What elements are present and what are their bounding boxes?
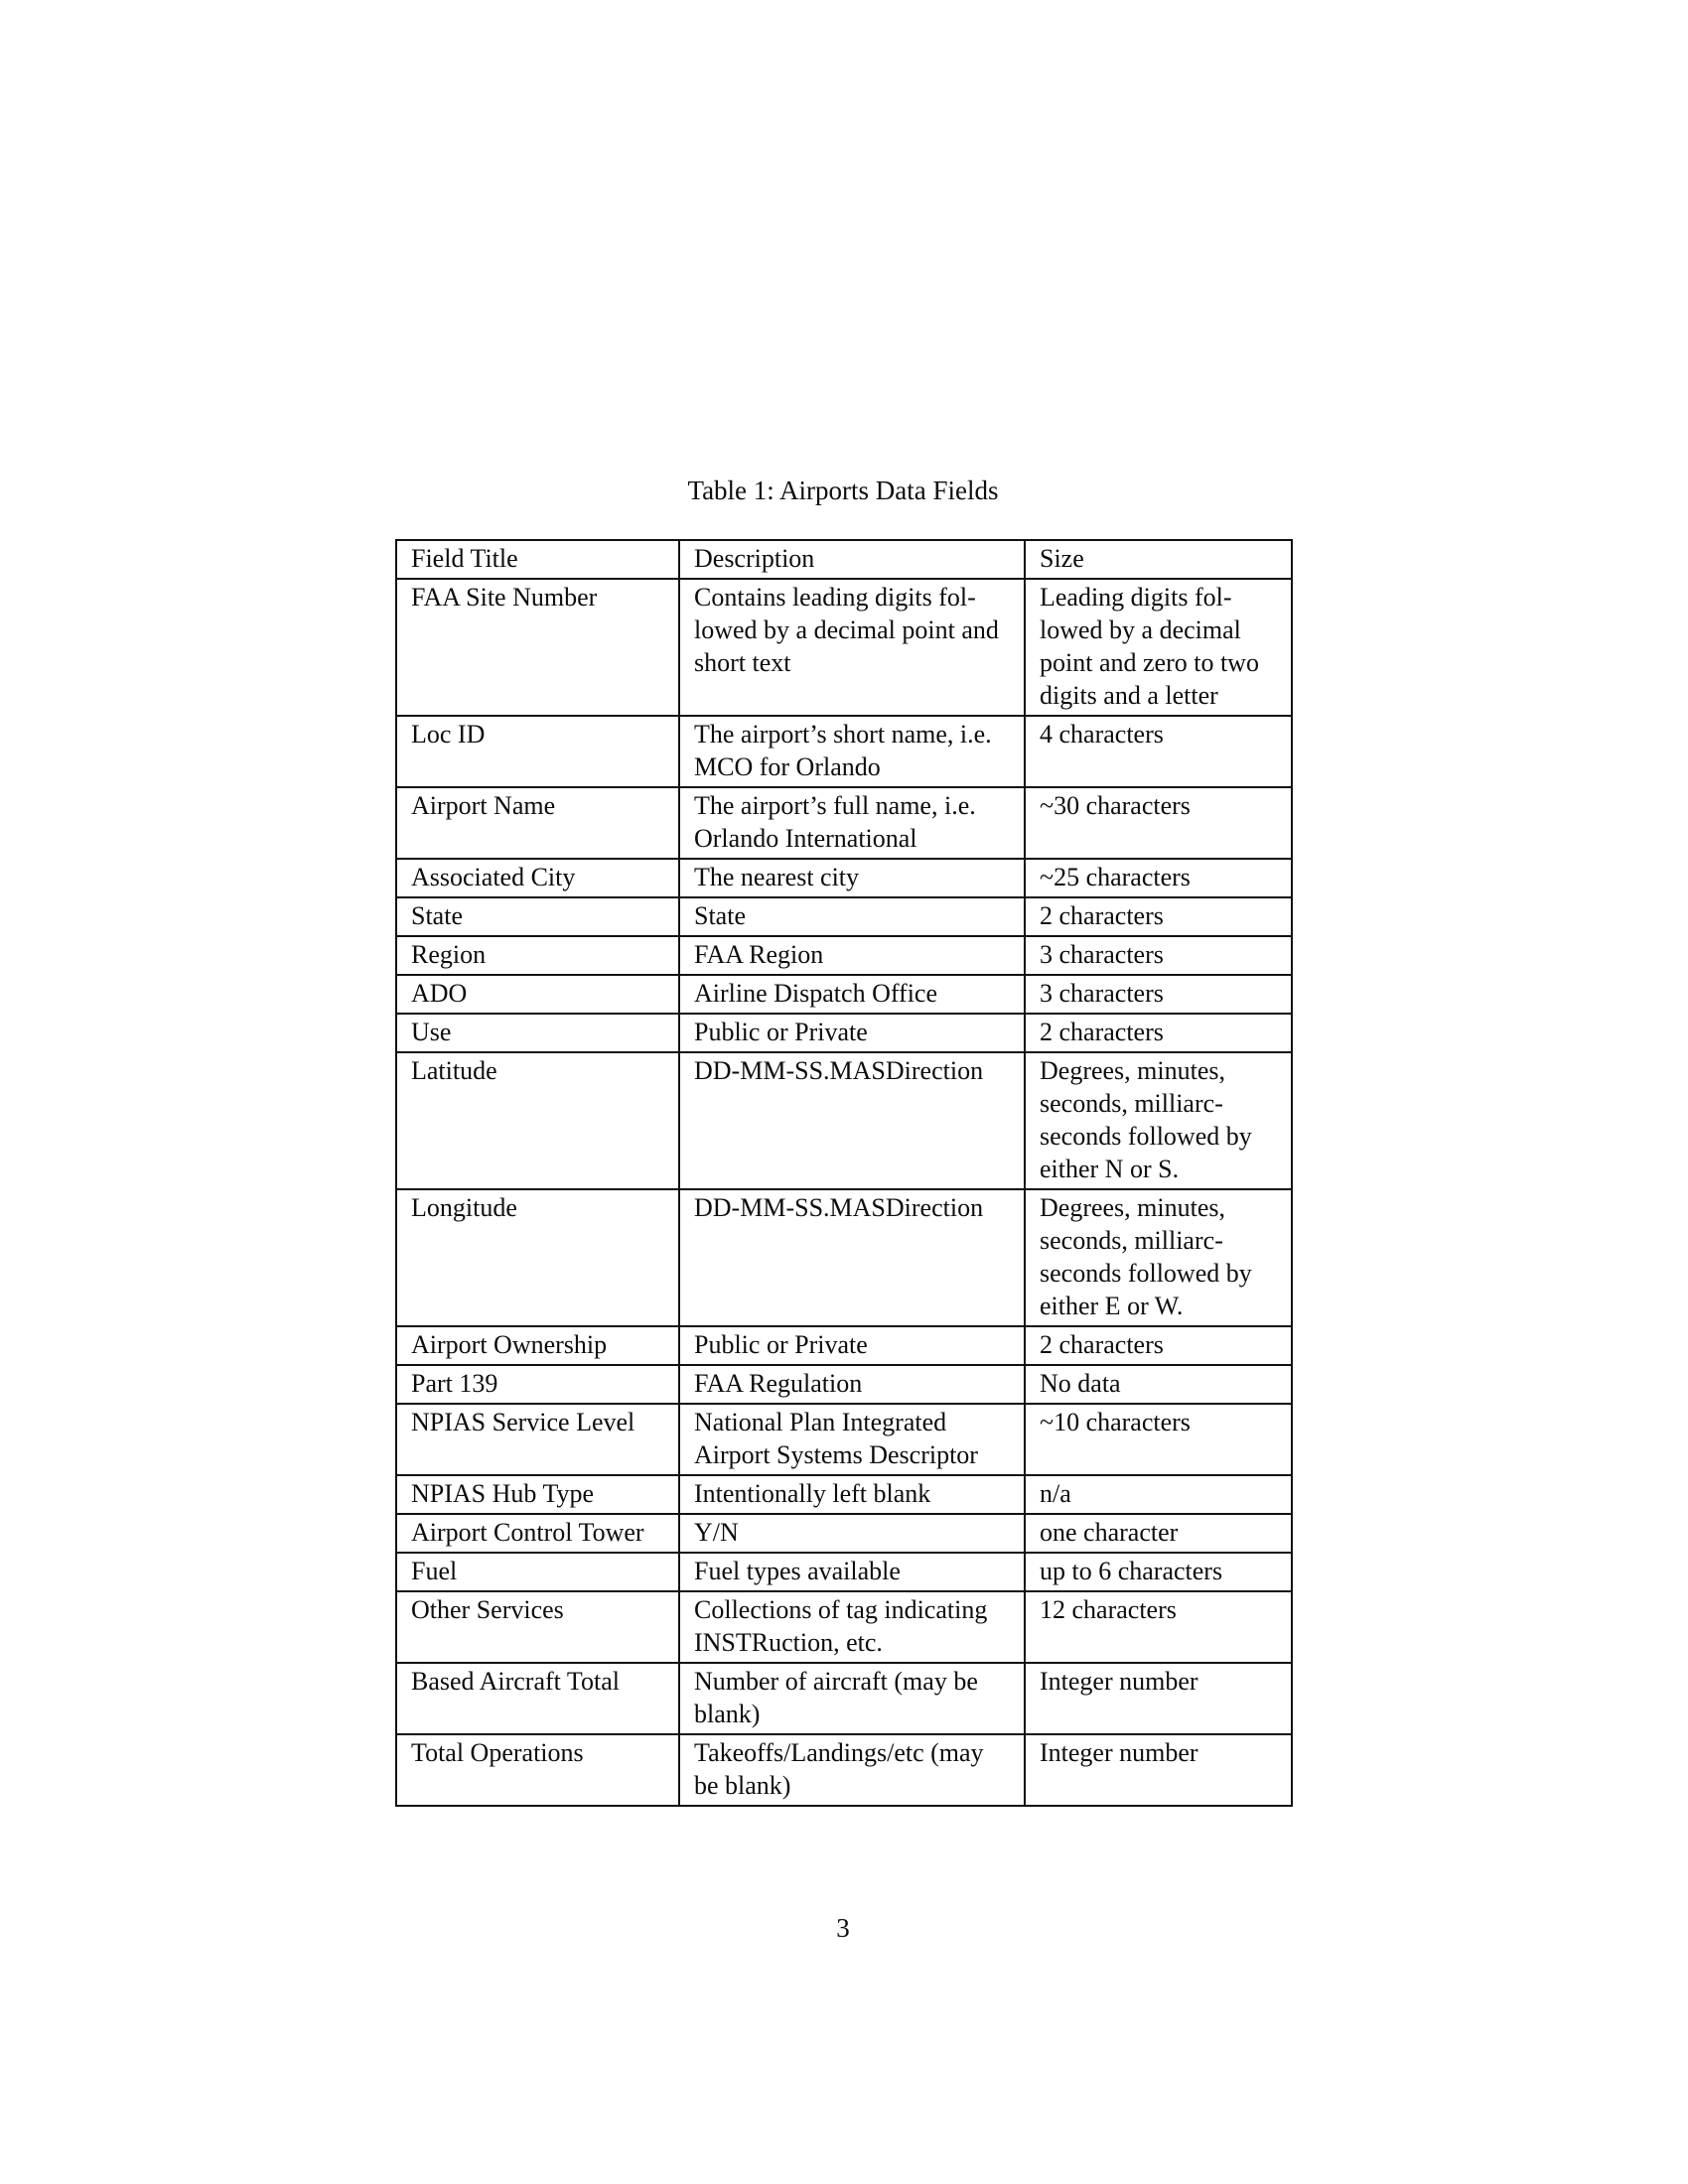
size-cell: n/a <box>1025 1475 1292 1514</box>
table-row <box>396 1404 1292 1475</box>
size-cell: 2 characters <box>1025 897 1292 936</box>
size-cell: ~10 characters <box>1025 1404 1292 1475</box>
table-row <box>396 1734 1292 1806</box>
field-title-cell: NPIAS Service Level <box>396 1404 679 1475</box>
field-title-cell: Associated City <box>396 859 679 897</box>
table-row <box>396 1189 1292 1326</box>
field-title-cell: Longitude <box>396 1189 679 1326</box>
description-cell: Y/N <box>679 1514 1025 1553</box>
description-cell: National Plan Integrated Airport Systems Descriptor <box>679 1404 1025 1475</box>
description-cell: Public or Private <box>679 1014 1025 1052</box>
description-cell: Intentionally left blank <box>679 1475 1025 1514</box>
field-title-cell: Other Services <box>396 1591 679 1663</box>
description-cell: FAA Region <box>679 936 1025 975</box>
field-title-cell: ADO <box>396 975 679 1014</box>
size-cell: No data <box>1025 1365 1292 1404</box>
field-title-cell: Fuel <box>396 1553 679 1591</box>
table-row <box>396 975 1292 1014</box>
table-row <box>396 787 1292 859</box>
field-title-cell: Airport Name <box>396 787 679 859</box>
airports-data-fields-table <box>395 539 1293 1807</box>
table-row <box>396 1514 1292 1553</box>
table-row <box>396 936 1292 975</box>
field-title-cell: Total Operations <box>396 1734 679 1806</box>
field-title-cell: Latitude <box>396 1052 679 1189</box>
description-cell: State <box>679 897 1025 936</box>
size-cell: ~30 characters <box>1025 787 1292 859</box>
table-row <box>396 579 1292 716</box>
description-cell: The nearest city <box>679 859 1025 897</box>
field-title-cell: Region <box>396 936 679 975</box>
description-cell: Public or Private <box>679 1326 1025 1365</box>
column-header-size: Size <box>1025 540 1292 579</box>
size-cell: Leading digits followed by a decimal point and zero to two digits and a letter <box>1025 579 1292 716</box>
table-row <box>396 1553 1292 1591</box>
field-title-cell: Loc ID <box>396 716 679 787</box>
description-cell: FAA Regulation <box>679 1365 1025 1404</box>
size-cell: 12 characters <box>1025 1591 1292 1663</box>
table-row <box>396 897 1292 936</box>
table-row <box>396 716 1292 787</box>
field-title-cell: Airport Ownership <box>396 1326 679 1365</box>
description-cell: Number of aircraft (may be blank) <box>679 1663 1025 1734</box>
table-row <box>396 1591 1292 1663</box>
size-cell: 2 characters <box>1025 1014 1292 1052</box>
field-title-cell: NPIAS Hub Type <box>396 1475 679 1514</box>
size-cell: ~25 characters <box>1025 859 1292 897</box>
field-title-cell: FAA Site Number <box>396 579 679 716</box>
description-cell: Takeoffs/Landings/etc (may be blank) <box>679 1734 1025 1806</box>
field-title-cell: Use <box>396 1014 679 1052</box>
column-header-field-title: Field Title <box>396 540 679 579</box>
description-cell: Fuel types available <box>679 1553 1025 1591</box>
field-title-cell: Airport Control Tower <box>396 1514 679 1553</box>
size-cell: up to 6 characters <box>1025 1553 1292 1591</box>
size-cell: Integer number <box>1025 1663 1292 1734</box>
table-row <box>396 1014 1292 1052</box>
description-cell: The airport’s full name, i.e. Orlando International <box>679 787 1025 859</box>
page-number: 3 <box>836 1913 850 1943</box>
description-cell: Airline Dispatch Office <box>679 975 1025 1014</box>
table-caption: Table 1: Airports Data Fields <box>687 476 999 505</box>
size-cell: Degrees, minutes, seconds, milliarcseconds followed by either E or W. <box>1025 1189 1292 1326</box>
size-cell: 3 characters <box>1025 936 1292 975</box>
table-row <box>396 1326 1292 1365</box>
field-title-cell: Based Aircraft Total <box>396 1663 679 1734</box>
size-cell: 3 characters <box>1025 975 1292 1014</box>
description-cell: DD-MM-SS.MASDirection <box>679 1189 1025 1326</box>
size-cell: 4 characters <box>1025 716 1292 787</box>
description-cell: The airport’s short name, i.e. MCO for Orlando <box>679 716 1025 787</box>
description-cell: DD-MM-SS.MASDirection <box>679 1052 1025 1189</box>
description-cell: Contains leading digits followed by a decimal point and short text <box>679 579 1025 716</box>
table-header-row <box>396 540 1292 579</box>
table-row <box>396 1663 1292 1734</box>
table-row <box>396 1365 1292 1404</box>
field-title-cell: State <box>396 897 679 936</box>
size-cell: one character <box>1025 1514 1292 1553</box>
table-row <box>396 1052 1292 1189</box>
table-row <box>396 859 1292 897</box>
description-cell: Collections of tag indicating INSTRuction, etc. <box>679 1591 1025 1663</box>
table-body <box>396 579 1292 1806</box>
size-cell: 2 characters <box>1025 1326 1292 1365</box>
table-row <box>396 1475 1292 1514</box>
column-header-description: Description <box>679 540 1025 579</box>
field-title-cell: Part 139 <box>396 1365 679 1404</box>
size-cell: Integer number <box>1025 1734 1292 1806</box>
table-header <box>396 540 1292 579</box>
size-cell: Degrees, minutes, seconds, milliarcseconds followed by either N or S. <box>1025 1052 1292 1189</box>
